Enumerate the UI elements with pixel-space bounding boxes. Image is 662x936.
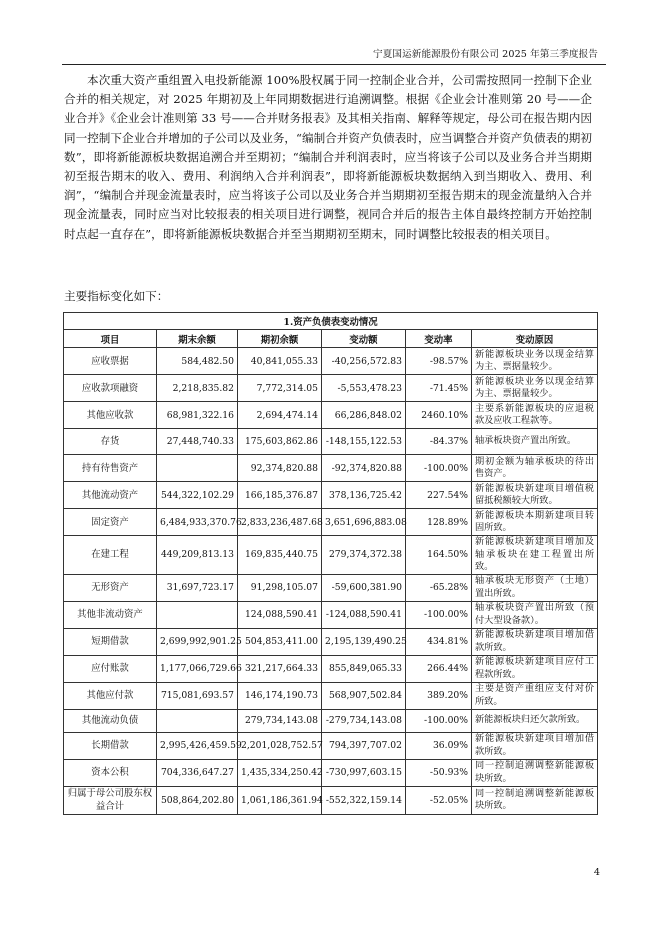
row-end-balance: 68,981,322.16 <box>157 402 238 429</box>
table-row <box>64 601 598 628</box>
row-change-amount: -124,088,590.41 <box>322 601 406 628</box>
row-change-rate: 164.50% <box>406 536 472 575</box>
row-item: 应付账款 <box>64 655 157 682</box>
row-change-reason: 新能源板块新建项目增加借款所致。 <box>472 732 598 759</box>
row-end-balance <box>157 455 238 482</box>
row-change-reason: 同一控制追溯调整新能源板块所致。 <box>472 786 598 814</box>
body-paragraph: 本次重大资产重组置入电投新能源 100%股权属于同一控制企业合并，公司需按照同一控制下企业合并的相关规定，对 2025 年期初及上年同期数据进行追溯调整。根据《企业会计准则第 20 号——企业合并》《企业会计准则第 33 号——合并财务报表》及其相关指南、解释等规定，母公司在报告期内因同一控制下企业合并增加的子公司以及业务，“编制合并资产负债表时，应当调整合并资产负债表的期初数”，即将新能源板块数据追溯合并至期初；“编制合并利润表时，应当将该子公司以及业务合并当期期初至报告期末的收入、费用、利润纳入合并利润表”，即将新能源板块数据纳入到当期收入、费用、利润”，“编制合并现金流量表时，应当将该子公司以及业务合并当期期初至报告期末的现金流量纳入合并现金流量表，同时应当对比较报表的相关项目进行调整，视同合并后的报告主体自最终控制方开始控制时点起一直存在”，即将新能源板块数据合并至当期期初至期末，同时调整比较报表的相关项目。 <box>64 73 592 241</box>
row-change-rate: 434.81% <box>406 628 472 655</box>
row-change-amount: -5,553,478.23 <box>322 375 406 402</box>
row-change-reason: 新能源板块新建项目增加及轴承板块在建工程置出所致。 <box>472 536 598 575</box>
row-change-amount: 3,651,696,883.08 <box>322 509 406 536</box>
row-change-reason: 新能源板块归还欠款所致。 <box>472 709 598 732</box>
row-begin-balance: 40,841,055.33 <box>238 348 322 375</box>
table-row <box>64 402 598 429</box>
row-change-amount: -279,734,143.08 <box>322 709 406 732</box>
row-end-balance <box>157 709 238 732</box>
row-begin-balance: 175,603,862.86 <box>238 429 322 455</box>
table-row <box>64 375 598 402</box>
row-end-balance: 544,322,102.29 <box>157 482 238 509</box>
table-row <box>64 574 598 601</box>
row-change-rate: 227.54% <box>406 482 472 509</box>
row-change-reason: 新能源板块业务以现金结算为主、票据量较少。 <box>472 348 598 375</box>
row-change-amount: -552,322,159.14 <box>322 786 406 814</box>
row-item: 其他流动资产 <box>64 482 157 509</box>
row-change-reason: 新能源板块新建项目应付工程款所致。 <box>472 655 598 682</box>
row-end-balance: 31,697,723.17 <box>157 574 238 601</box>
row-change-amount: 855,849,065.33 <box>322 655 406 682</box>
column-header-change-amount: 变动额 <box>322 330 406 348</box>
table-row <box>64 536 598 575</box>
row-change-rate: -71.45% <box>406 375 472 402</box>
row-begin-balance: 1,061,186,361.94 <box>238 786 322 814</box>
row-change-rate: -98.57% <box>406 348 472 375</box>
table-row <box>64 682 598 709</box>
row-end-balance: 449,209,813.13 <box>157 536 238 575</box>
row-change-reason: 轴承板块资产置出所致。 <box>472 429 598 455</box>
row-end-balance: 2,699,992,901.25 <box>157 628 238 655</box>
row-item: 固定资产 <box>64 509 157 536</box>
column-header-begin-balance: 期初余额 <box>238 330 322 348</box>
table-title: 1.资产负债表变动情况 <box>64 313 598 330</box>
row-change-rate: -84.37% <box>406 429 472 455</box>
balance-sheet-change-table <box>63 312 598 815</box>
table-row <box>64 348 598 375</box>
row-change-reason: 轴承板块资产置出所致（预付大型设备款）。 <box>472 601 598 628</box>
table-row <box>64 759 598 786</box>
header-rule <box>62 64 606 65</box>
row-item: 其他应收款 <box>64 402 157 429</box>
row-change-amount: 66,286,848.02 <box>322 402 406 429</box>
row-change-rate: -100.00% <box>406 601 472 628</box>
row-change-rate: -100.00% <box>406 455 472 482</box>
row-change-amount: -92,374,820.88 <box>322 455 406 482</box>
row-begin-balance: 92,374,820.88 <box>238 455 322 482</box>
table-row <box>64 482 598 509</box>
row-item: 归属于母公司股东权益合计 <box>64 786 157 814</box>
page-number: 4 <box>593 867 600 878</box>
row-item: 资本公积 <box>64 759 157 786</box>
row-item: 应收票据 <box>64 348 157 375</box>
row-change-amount: 794,397,707.02 <box>322 732 406 759</box>
table-row <box>64 509 598 536</box>
row-change-reason: 新能源板块业务以现金结算为主、票据量较少。 <box>472 375 598 402</box>
row-change-reason: 主要是资产重组应支付对价所致。 <box>472 682 598 709</box>
row-item: 其他流动负债 <box>64 709 157 732</box>
row-begin-balance: 166,185,376.87 <box>238 482 322 509</box>
table-row <box>64 709 598 732</box>
row-begin-balance: 146,174,190.73 <box>238 682 322 709</box>
row-change-reason: 新能源板块本期新建项目转固所致。 <box>472 509 598 536</box>
row-change-reason: 新能源板块新建项目增值税留抵税额较大所致。 <box>472 482 598 509</box>
table-body <box>64 348 598 815</box>
row-change-rate: 266.44% <box>406 655 472 682</box>
row-begin-balance: 321,217,664.33 <box>238 655 322 682</box>
row-item: 存货 <box>64 429 157 455</box>
row-end-balance: 704,336,647.27 <box>157 759 238 786</box>
row-change-reason: 新能源板块新建项目增加借款所致。 <box>472 628 598 655</box>
subheading: 主要指标变化如下： <box>64 289 169 303</box>
row-item: 应收款项融资 <box>64 375 157 402</box>
row-change-amount: 279,374,372.38 <box>322 536 406 575</box>
row-change-rate: -52.05% <box>406 786 472 814</box>
row-begin-balance: 91,298,105.07 <box>238 574 322 601</box>
row-change-rate: -100.00% <box>406 709 472 732</box>
row-item: 长期借款 <box>64 732 157 759</box>
row-begin-balance: 2,833,236,487.68 <box>238 509 322 536</box>
row-change-amount: -40,256,572.83 <box>322 348 406 375</box>
row-change-reason: 主要系新能源板块的应退税款及应收工程款等。 <box>472 402 598 429</box>
row-begin-balance: 2,694,474.14 <box>238 402 322 429</box>
table-row <box>64 455 598 482</box>
row-change-rate: 389.20% <box>406 682 472 709</box>
row-change-rate: -50.93% <box>406 759 472 786</box>
row-end-balance: 2,218,835.82 <box>157 375 238 402</box>
table-row <box>64 732 598 759</box>
row-end-balance: 715,081,693.57 <box>157 682 238 709</box>
table-row <box>64 786 598 814</box>
table-row <box>64 429 598 455</box>
column-header-reason: 变动原因 <box>472 330 598 348</box>
row-end-balance: 2,995,426,459.59 <box>157 732 238 759</box>
report-header-title: 宁夏国运新能源股份有限公司 2025 年第三季度报告 <box>373 49 598 60</box>
row-end-balance: 27,448,740.33 <box>157 429 238 455</box>
row-end-balance <box>157 601 238 628</box>
row-item: 短期借款 <box>64 628 157 655</box>
row-change-reason: 轴承板块无形资产（土地）置出所致。 <box>472 574 598 601</box>
row-change-amount: -730,997,603.15 <box>322 759 406 786</box>
row-end-balance: 584,482.50 <box>157 348 238 375</box>
row-change-rate: 128.89% <box>406 509 472 536</box>
row-begin-balance: 504,853,411.00 <box>238 628 322 655</box>
row-begin-balance: 2,201,028,752.57 <box>238 732 322 759</box>
row-begin-balance: 124,088,590.41 <box>238 601 322 628</box>
row-end-balance: 1,177,066,729.66 <box>157 655 238 682</box>
row-change-amount: -148,155,122.53 <box>322 429 406 455</box>
column-header-end-balance: 期末余额 <box>157 330 238 348</box>
row-item: 持有待售资产 <box>64 455 157 482</box>
row-change-amount: 2,195,139,490.25 <box>322 628 406 655</box>
row-change-reason: 同一控制追溯调整新能源板块所致。 <box>472 759 598 786</box>
row-begin-balance: 1,435,334,250.42 <box>238 759 322 786</box>
row-end-balance: 6,484,933,370.76 <box>157 509 238 536</box>
row-item: 无形资产 <box>64 574 157 601</box>
row-begin-balance: 169,835,440.75 <box>238 536 322 575</box>
row-change-amount: 378,136,725.42 <box>322 482 406 509</box>
table-row <box>64 655 598 682</box>
row-item: 其他应付款 <box>64 682 157 709</box>
row-change-reason: 期初金额为轴承板块的待出售资产。 <box>472 455 598 482</box>
row-change-rate: 2460.10% <box>406 402 472 429</box>
row-change-amount: 568,907,502.84 <box>322 682 406 709</box>
row-change-rate: -65.28% <box>406 574 472 601</box>
column-header-change-rate: 变动率 <box>406 330 472 348</box>
row-begin-balance: 7,772,314.05 <box>238 375 322 402</box>
row-item: 其他非流动资产 <box>64 601 157 628</box>
row-change-amount: -59,600,381.90 <box>322 574 406 601</box>
column-header-item: 项目 <box>64 330 157 348</box>
row-item: 在建工程 <box>64 536 157 575</box>
row-change-rate: 36.09% <box>406 732 472 759</box>
row-begin-balance: 279,734,143.08 <box>238 709 322 732</box>
row-end-balance: 508,864,202.80 <box>157 786 238 814</box>
table-row <box>64 628 598 655</box>
